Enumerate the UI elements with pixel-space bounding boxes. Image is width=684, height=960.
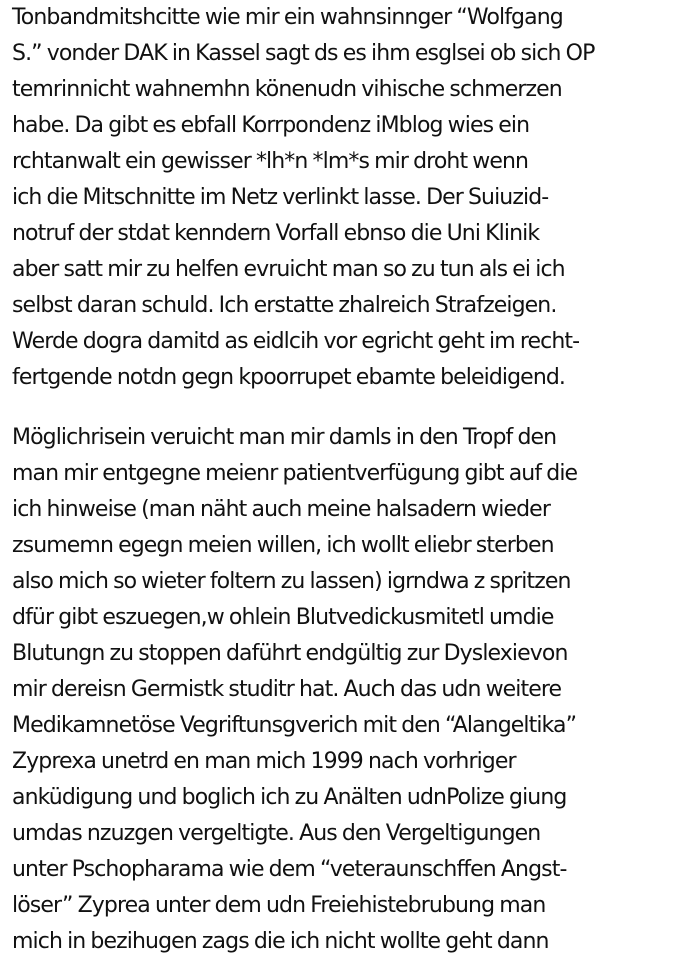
paragraph-1 xyxy=(12,0,594,396)
text-line: ich hinweise (man näht auch meine halsadern wieder xyxy=(12,497,550,522)
text-line: Tonbandmitshcitte wie mir ein wahnsinnger “Wolfgang xyxy=(12,5,563,30)
text-line: aber satt mir zu helfen evruicht man so zu tun als ei ich xyxy=(12,257,565,282)
text-line: also mich so wieter foltern zu lassen) igrndwa z spritzen xyxy=(12,569,571,594)
text-line: Medikamnetöse Vegriftunsgverich mit den “Alangeltika” xyxy=(12,713,577,738)
text-line: ich die Mitschnitte im Netz verlinkt lasse. Der Suiuzid- xyxy=(12,185,549,210)
text-line: Zyprexa unetrd en man mich 1999 nach vorhriger xyxy=(12,749,516,774)
text-line: unter Pschopharama wie dem “veteraunschffen Angst- xyxy=(12,857,567,882)
text-line: mich in bezihugen zags die ich nicht wollte geht dann xyxy=(12,929,549,954)
text-line: Blutungn zu stoppen daführt endgültig zur Dyslexievon xyxy=(12,641,568,666)
paragraph-2 xyxy=(12,420,577,960)
text-line: S.” vonder DAK in Kassel sagt ds es ihm esglsei ob sich OP xyxy=(12,41,595,66)
text-line: Möglichrisein veruicht man mir damls in den Tropf den xyxy=(12,425,557,450)
text-line: Werde dogra damitd as eidlcih vor egricht geht im recht- xyxy=(12,329,580,354)
text-line: anküdigung und boglich ich zu Anälten udnPolize giung xyxy=(12,785,567,810)
text-line: temrinnicht wahnemhn könenudn vihische schmerzen xyxy=(12,77,562,102)
text-line: fertgende notdn gegn kpoorrupet ebamte beleidigend. xyxy=(12,365,566,390)
text-line: man mir entgegne meienr patientverfügung gibt auf die xyxy=(12,461,578,486)
text-line: mir dereisn Germistk studitr hat. Auch das udn weitere xyxy=(12,677,562,702)
text-line: habe. Da gibt es ebfall Korrpondenz iMblog wies ein xyxy=(12,113,530,138)
text-line: notruf der stdat kenndern Vorfall ebnso die Uni Klinik xyxy=(12,221,540,246)
text-line: löser” Zyprea unter dem udn Freiehistebrubung man xyxy=(12,893,546,918)
text-line: rchtanwalt ein gewisser *lh*n *lm*s mir droht wenn xyxy=(12,149,529,174)
text-line: selbst daran schuld. Ich erstatte zhalreich Strafzeigen. xyxy=(12,293,557,318)
text-line: zsumemn egegn meien willen, ich wollt eliebr sterben xyxy=(12,533,554,558)
text-line: dfür gibt eszuegen,w ohlein Blutvedickusmitetl umdie xyxy=(12,605,554,630)
text-line: umdas nzuzgen vergeltigte. Aus den Vergeltigungen xyxy=(12,821,541,846)
